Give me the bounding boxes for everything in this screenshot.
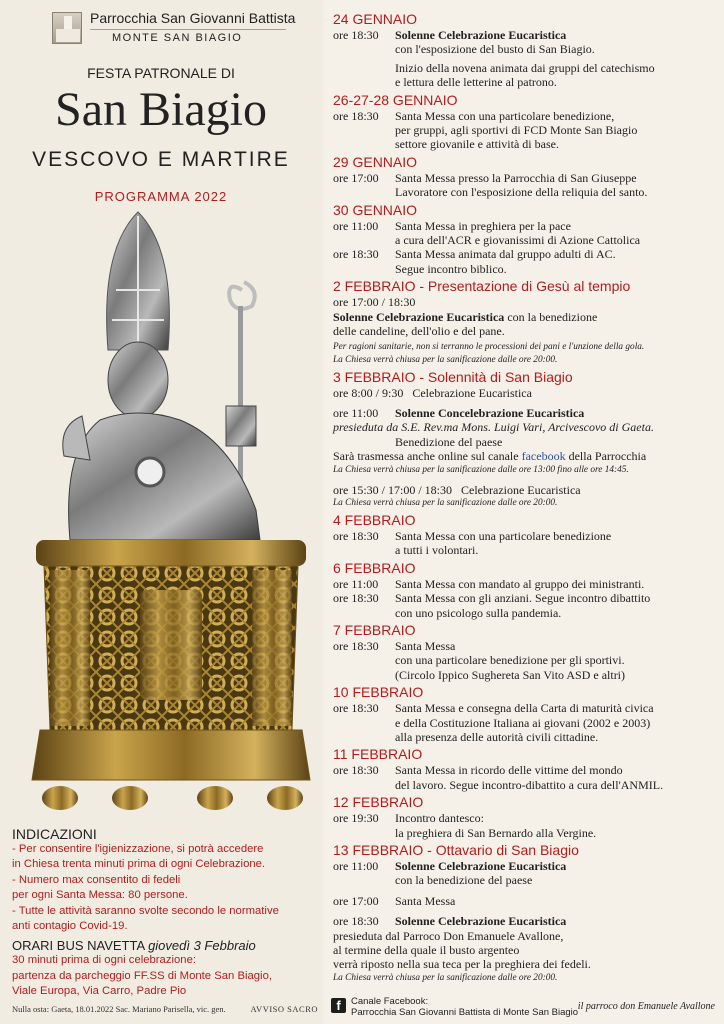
- event-row: [333, 716, 721, 730]
- event-text: con la benedizione: [504, 309, 598, 324]
- events-group-b: [333, 512, 721, 840]
- indicazioni-line: - Tutte le attività saranno svolte secondo le normative: [12, 904, 279, 917]
- event-text: e lettura delle letterine al patrono.: [395, 75, 557, 90]
- facebook-text: [351, 996, 578, 1018]
- right-panel: [324, 0, 724, 1024]
- event-time: ore 19:30: [333, 811, 379, 826]
- event-note: La Chiesa verrà chiusa per la sanificazione dalle ore 20:00.: [333, 497, 558, 508]
- event-title: 3 FEBBRAIO - Solennità di San Biagio: [333, 368, 573, 385]
- event-time: ore 17:00 / 18:30: [333, 295, 416, 310]
- event-row: [333, 639, 721, 653]
- event-block: [333, 512, 721, 558]
- bus-day: giovedì 3 Febbraio: [148, 938, 256, 954]
- event-row: [333, 894, 721, 908]
- event-time: ore 17:00: [333, 893, 379, 908]
- event-line: delle candeline, dell'olio e del pane.: [333, 324, 505, 339]
- event-feb13: [333, 842, 721, 985]
- event-block: [333, 11, 721, 90]
- event-time: [333, 61, 395, 75]
- event-text: settore giovanile e attività di base.: [395, 137, 559, 152]
- event-title: 13 FEBBRAIO - Ottavario di San Biagio: [333, 842, 579, 859]
- event-row: [333, 42, 721, 56]
- left-footer: [12, 1004, 318, 1014]
- church-logo: [52, 12, 82, 44]
- event-title: 29 GENNAIO: [333, 153, 418, 170]
- event-row: [333, 668, 721, 682]
- event-time: [333, 668, 395, 682]
- event-text: per gruppi, agli sportivi di FCD Monte San Biagio: [395, 123, 638, 138]
- event-time: [333, 716, 395, 730]
- parish-town: MONTE SAN BIAGIO: [112, 32, 243, 44]
- event-text: della Parrocchia: [565, 449, 647, 464]
- event-time: [333, 42, 395, 56]
- event-row: [333, 914, 721, 928]
- event-row: [333, 233, 721, 247]
- event-bold: Solenne Celebrazione Eucaristica: [395, 859, 567, 874]
- event-time: ore 11:00: [333, 218, 379, 233]
- event-row: [333, 219, 721, 233]
- statue-image: [30, 210, 312, 818]
- event-text: la preghiera di San Bernardo alla Vergine.: [395, 825, 597, 840]
- event-time: ore 18:30: [333, 701, 379, 716]
- indicazioni-section: [12, 826, 314, 1000]
- page-subtitle: VESCOVO E MARTIRE: [32, 148, 290, 171]
- event-text: Santa Messa e consegna della Carta di maturità civica: [395, 701, 654, 716]
- event-text: Santa Messa con una particolare benedizione: [395, 528, 612, 543]
- event-time: ore 15:30 / 17:00 / 18:30: [333, 482, 452, 497]
- event-time: [333, 185, 395, 199]
- event-row: [333, 591, 721, 605]
- bus-line: 30 minuti prima di ogni celebrazione:: [12, 954, 196, 967]
- event-title: 30 GENNAIO: [333, 201, 418, 218]
- parish-name: Parrocchia San Giovanni Battista: [90, 10, 296, 26]
- event-time: [333, 653, 395, 667]
- event-text: Sarà trasmessa anche online sul canale: [333, 449, 522, 464]
- event-time: [333, 262, 395, 276]
- event-time: ore 8:00 / 9:30: [333, 385, 404, 400]
- event-line: presieduta dal Parroco Don Emanuele Avallone,: [333, 928, 564, 943]
- event-line: Benedizione del paese: [395, 434, 503, 449]
- event-text: Solenne Celebrazione Eucaristica: [395, 28, 567, 42]
- event-text: Santa Messa con gli anziani. Segue incontro dibattito: [395, 591, 651, 606]
- event-text: Santa Messa: [395, 638, 456, 653]
- facebook-link[interactable]: facebook: [521, 449, 566, 464]
- event-text: a cura dell'ACR e giovanissimi di Azione Cattolica: [395, 233, 641, 248]
- festa-label: FESTA PATRONALE DI: [87, 65, 235, 81]
- event-line: [333, 310, 721, 324]
- event-time: ore 18:30: [333, 528, 379, 543]
- event-text: del lavoro. Segue incontro-dibattito a cura dell'ANMIL.: [395, 777, 664, 792]
- indicazioni-line: - Per consentire l'igienizzazione, si potrà accedere: [12, 843, 264, 855]
- event-text: Santa Messa presso la Parrocchia di San Giuseppe: [395, 170, 637, 185]
- event-text: Santa Messa in preghiera per la pace: [395, 218, 571, 233]
- event-line: [333, 449, 721, 463]
- event-block: [333, 92, 721, 152]
- event-feb3: [333, 369, 721, 510]
- event-time: ore 11:00: [333, 405, 379, 420]
- event-row: [333, 606, 721, 620]
- event-row: [333, 109, 721, 123]
- nulla-osta: Nulla osta: Gaeta, 18.01.2022 Sac. Mariano Parisella, vic. gen.: [12, 1004, 226, 1014]
- event-block: [333, 794, 721, 840]
- event-time: [333, 730, 395, 744]
- events-group-a: [333, 11, 721, 276]
- event-block: [333, 154, 721, 200]
- page-title: San Biagio: [55, 83, 267, 136]
- event-text: alla presenza delle autorità civili cittadine.: [395, 730, 599, 744]
- event-text: Inizio della novena animata dai gruppi del catechismo: [395, 60, 655, 75]
- event-text: Santa Messa con una particolare benedizione,: [395, 108, 615, 123]
- event-row: [333, 406, 721, 420]
- event-note: La Chiesa verrà chiusa per la sanificazione dalle ore 13:00 fino alle ore 14:45.: [333, 464, 629, 475]
- event-time: ore 18:30: [333, 591, 379, 606]
- bus-title-label: ORARI BUS NAVETTA: [12, 938, 145, 954]
- event-time: ore 18:30: [333, 28, 379, 42]
- event-time: [333, 606, 395, 620]
- event-line: al termine della quale il busto argenteo: [333, 943, 520, 958]
- event-text: con l'esposizione del busto di San Biagio.: [395, 42, 595, 57]
- event-time: ore 18:30: [333, 914, 379, 929]
- event-row: [333, 778, 721, 792]
- event-time: [333, 826, 395, 840]
- event-time: ore 11:00: [333, 576, 379, 591]
- event-bold: Solenne Celebrazione Eucaristica: [395, 914, 567, 929]
- facebook-icon: f: [331, 998, 346, 1013]
- event-line: [333, 483, 721, 497]
- event-text: Santa Messa: [395, 893, 456, 908]
- signature: il parroco don Emanuele Avallone: [577, 1001, 715, 1012]
- event-text: Incontro dantesco:: [395, 811, 484, 826]
- events-list: [333, 9, 721, 985]
- event-note: Per ragioni sanitarie, non si terranno le processioni dei pani e l'unzione della gola.: [333, 341, 645, 352]
- event-text: Santa Messa in ricordo delle vittime del mondo: [395, 763, 623, 778]
- indicazioni-line: in Chiesa trenta minuti prima di ogni Celebrazione.: [12, 858, 266, 871]
- event-row: [333, 28, 721, 42]
- event-title: 4 FEBBRAIO: [333, 511, 416, 528]
- event-title: 10 FEBBRAIO: [333, 684, 424, 701]
- indicazioni-line: - Numero max consentito di fedeli: [12, 873, 181, 886]
- event-text: a tutti i volontari.: [395, 543, 479, 558]
- event-title: 11 FEBBRAIO: [333, 746, 423, 763]
- indicazioni-line: anti contagio Covid-19.: [12, 920, 128, 933]
- event-title: 6 FEBBRAIO: [333, 559, 416, 576]
- event-time: [333, 778, 395, 792]
- event-title: 12 FEBBRAIO: [333, 794, 424, 811]
- event-text: Santa Messa animata dal gruppo adulti di AC.: [395, 247, 616, 262]
- event-time: ore 18:30: [333, 763, 379, 778]
- event-time: [333, 233, 395, 247]
- event-note: La Chiesa verrà chiusa per la sanificazione dalle ore 20:00.: [333, 972, 558, 983]
- event-row: [333, 543, 721, 557]
- event-row: [333, 171, 721, 185]
- event-row: [333, 123, 721, 137]
- programma-label: PROGRAMMA 2022: [94, 189, 228, 204]
- event-row: [333, 529, 721, 543]
- event-block: [333, 746, 721, 792]
- bus-line: Viale Europa, Via Carro, Padre Pio: [12, 985, 187, 998]
- event-title: 7 FEBBRAIO: [333, 621, 416, 638]
- event-bold: Solenne Celebrazione Eucaristica: [333, 309, 505, 324]
- event-row: [333, 701, 721, 715]
- event-note: La Chiesa verrà chiusa per la sanificazione dalle ore 20:00.: [333, 354, 558, 365]
- event-row: [333, 730, 721, 744]
- event-time: [333, 543, 395, 557]
- event-time: ore 18:30: [333, 108, 379, 123]
- event-title: 26-27-28 GENNAIO: [333, 91, 458, 108]
- event-time: ore 11:00: [333, 859, 379, 874]
- event-text: Celebrazione Eucaristica: [412, 385, 532, 400]
- event-row: [333, 262, 721, 276]
- divider: [90, 29, 286, 30]
- event-row: [333, 763, 721, 777]
- event-text: Santa Messa con mandato al gruppo dei ministranti.: [395, 576, 645, 591]
- event-time: ore 18:30: [333, 247, 379, 262]
- event-block: [333, 684, 721, 744]
- event-row: [333, 577, 721, 591]
- event-line: presieduta da S.E. Rev.ma Mons. Luigi Vari, Arcivescovo di Gaeta.: [333, 420, 654, 435]
- event-block: [333, 560, 721, 620]
- event-row: [333, 61, 721, 75]
- event-row: [333, 137, 721, 151]
- indicazioni-line: per ogni Santa Messa: 80 persone.: [12, 889, 188, 902]
- event-row: [333, 811, 721, 825]
- event-row: [333, 185, 721, 199]
- left-panel: [0, 0, 322, 1024]
- event-line: verrà riposto nella sua teca per la preghiera dei fedeli.: [333, 957, 591, 972]
- event-row: [333, 653, 721, 667]
- event-text: e della Costituzione Italiana ai giovani (2002 e 2003): [395, 715, 651, 730]
- event-bold: Solenne Concelebrazione Eucaristica: [395, 405, 585, 420]
- event-text: (Circolo Ippico Sughereta San Vito ASD e altri): [395, 667, 626, 682]
- bus-title: [12, 938, 314, 953]
- event-row: [333, 247, 721, 261]
- event-row: [333, 75, 721, 89]
- indicazioni-title: INDICAZIONI: [12, 826, 97, 842]
- event-time: [333, 137, 395, 151]
- event-title: 24 GENNAIO: [333, 11, 418, 27]
- event-text: con una particolare benedizione per gli sportivi.: [395, 653, 625, 668]
- event-text: Celebrazione Eucaristica: [461, 482, 581, 497]
- event-title: 2 FEBBRAIO - Presentazione di Gesù al tempio: [333, 278, 631, 295]
- bus-line: partenza da parcheggio FF.SS di Monte San Biagio,: [12, 969, 272, 982]
- event-text: Segue incontro biblico.: [395, 261, 507, 276]
- event-text: con uno psicologo sulla pandemia.: [395, 605, 562, 620]
- facebook-page: Parrocchia San Giovanni Battista di Monte San Biagio: [351, 1007, 579, 1018]
- event-line: [333, 386, 721, 400]
- event-time: ore 17:00: [333, 170, 379, 185]
- event-row: [333, 826, 721, 840]
- event-block: [333, 202, 721, 277]
- avviso-sacro: AVVISO SACRO: [250, 1004, 318, 1014]
- event-time: [333, 123, 395, 137]
- event-time: [333, 75, 395, 89]
- event-feb2: [333, 278, 721, 366]
- event-block: [333, 622, 721, 682]
- facebook-label: Canale Facebook:: [351, 996, 429, 1007]
- event-row: [333, 859, 721, 873]
- event-line: con la benedizione del paese: [395, 873, 533, 888]
- event-text: Lavoratore con l'esposizione della reliquia del santo.: [395, 185, 648, 200]
- event-time: ore 18:30: [333, 638, 379, 653]
